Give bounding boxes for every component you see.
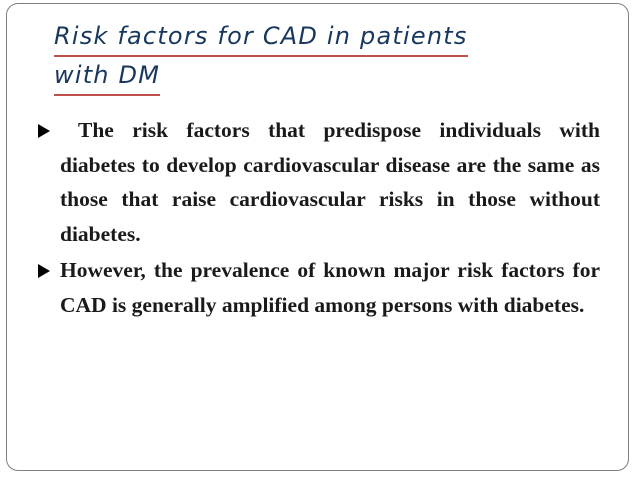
bullet-triangle-icon (38, 124, 50, 138)
slide-title (54, 18, 574, 96)
bullet-text: However, the prevalence of known major risk factors for CAD is generally amplified among persons with diabetes. (60, 258, 600, 317)
bullet-item (38, 253, 600, 322)
bullet-text: The risk factors that predispose individuals with diabetes to develop cardiovascular disease are the same as those that raise cardiovascular risks in those without diabetes. (60, 118, 600, 246)
bullet-list (38, 113, 600, 324)
bullet-item (38, 113, 600, 251)
slide-title-line-2: with DM (54, 57, 160, 96)
bullet-triangle-icon (38, 264, 50, 278)
slide-title-line-1: Risk factors for CAD in patients (54, 18, 468, 57)
